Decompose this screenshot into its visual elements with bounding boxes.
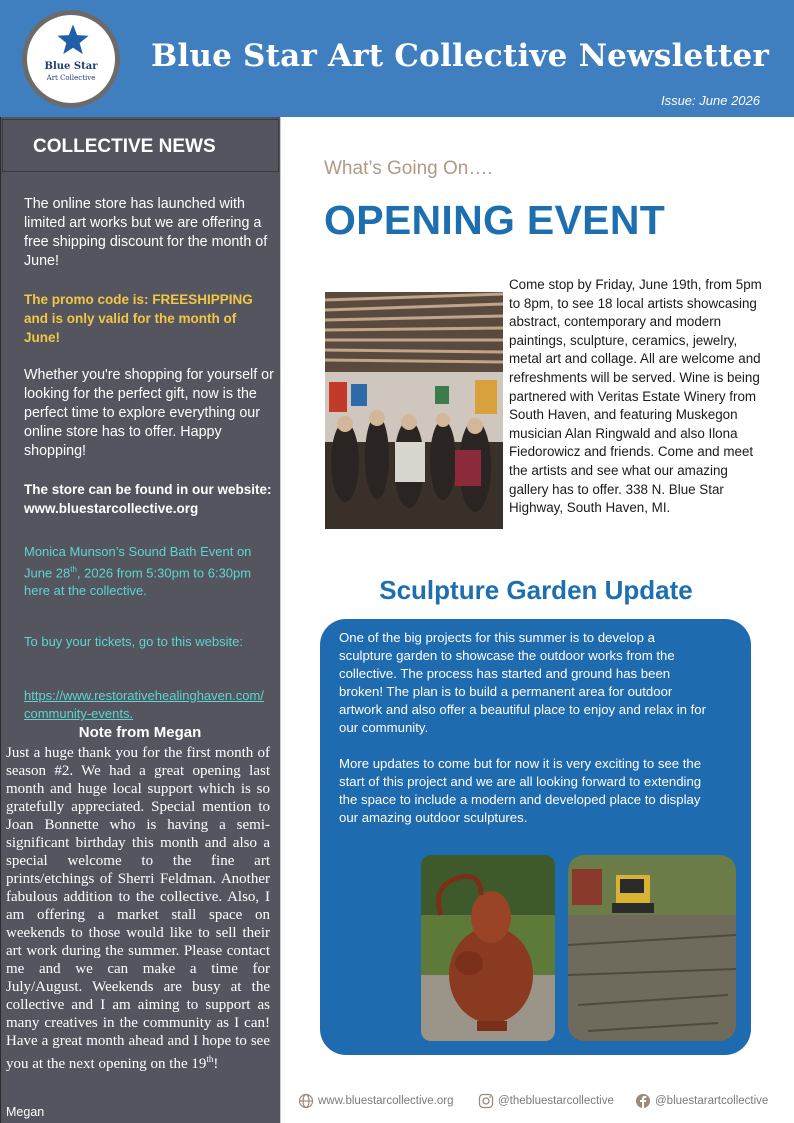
sound-bath-sup: th xyxy=(70,565,77,574)
note-text: Just a huge thank you for the first month of season #2. We had a great opening last month and huge local support which is so gratefully appreciated. Special mention to Joan Bonnette who is having a semi-significant birthday this month and also a special welcome to the fine art prints/etchings of Sherri Feldman. Another fabulous addition to the collective. Also, I am offering a market stall space on weekends to those would like to sell their art work during the summer. Please contact me and we can make a time for July/August. Weekends are busy at the collective and I am aiming to support as many creatives in the community as I can! Have a great month ahead and I hope to see you at the next opening on the 19 xyxy=(6,745,270,1072)
instagram-icon xyxy=(478,1093,494,1109)
logo xyxy=(22,10,120,108)
sound-bath-line-end: , 2026 from 5:30pm to 6:30pm here at the collective. xyxy=(24,565,252,599)
sidebar-title-box xyxy=(2,119,279,172)
store-label: The store can be found in our website: xyxy=(24,482,272,497)
note-body xyxy=(6,744,270,1073)
footer-website[interactable]: www.bluestarcollective.org xyxy=(318,1095,454,1107)
event-photo xyxy=(325,292,503,529)
issue-date: Issue: June 2026 xyxy=(660,93,760,108)
note-sup: th xyxy=(206,1054,214,1064)
main-content xyxy=(280,117,794,1123)
section-kicker: What’s Going On…. xyxy=(324,158,493,179)
sidebar-title: COLLECTIVE NEWS xyxy=(33,136,216,157)
logo-text-sub: Art Collective xyxy=(46,74,96,82)
footer xyxy=(298,1093,788,1115)
store-location-text xyxy=(24,480,274,518)
sculpture-photo xyxy=(421,855,555,1041)
star-icon xyxy=(56,23,90,57)
note-end: ! xyxy=(213,1056,219,1072)
logo-text-main: Blue Star xyxy=(44,61,98,72)
ticket-link[interactable]: https://www.restorativehealinghaven.com/community-events. xyxy=(24,688,264,721)
newsletter-title: Blue Star Art Collective Newsletter xyxy=(151,38,769,74)
footer-facebook[interactable]: @bluestarartcollective xyxy=(655,1095,769,1107)
garden-paragraph-1: One of the big projects for this summer is to develop a sculpture garden to showcase the outdoor works from the collective. The process has started and ground has been broken! The plan is to build a permanent area for outdoor artwork and also offer a beautiful place to enjoy and relax in for our community. xyxy=(339,630,707,735)
note-title: Note from Megan xyxy=(78,724,202,741)
sound-bath-text xyxy=(24,543,269,600)
newsletter-header xyxy=(0,0,794,117)
sidebar xyxy=(0,117,280,1123)
garden-paragraph-2: More updates to come but for now it is very exciting to see the start of this project and we are all looking forward to extending the space to include a modern and developed place to display our amazing outdoor sculptures. xyxy=(339,756,702,825)
shopping-text: Whether you're shopping for yourself or looking for the perfect gift, now is the perfect time to explore everything our online store has to offer. Happy shopping! xyxy=(24,367,274,459)
event-description: Come stop by Friday, June 19th, from 5pm to 8pm, to see 18 local artists showcasing abstract, contemporary and modern paintings, sculpture, ceramics, jewelry, metal art and collage. All are welcome and refreshments will be served. Wine is being partnered with Veritas Estate Winery from South Haven, and featuring Muskegon musician Alan Ringwald and also Ilona Fiedorowicz and friends. Come and meet the artists and see what our amazing gallery has to offer. 338 N. Blue Star Highway, South Haven, MI. xyxy=(509,277,762,516)
construction-photo xyxy=(568,855,736,1041)
footer-instagram[interactable]: @thebluestarcollective xyxy=(498,1095,614,1107)
signature: Megan xyxy=(6,1105,45,1119)
facebook-icon xyxy=(635,1093,651,1109)
store-launch-text: The online store has launched with limited art works but we are offering a free shipping discount for the month of June! xyxy=(24,196,268,269)
event-heading: OPENING EVENT xyxy=(324,197,666,243)
globe-icon xyxy=(298,1093,314,1109)
promo-code-text: The promo code is: FREESHIPPING and is only valid for the month of June! xyxy=(24,292,253,345)
tickets-text: To buy your tickets, go to this website: xyxy=(24,634,243,649)
sound-bath-line: Monica Munson’s Sound Bath Event on June 28 xyxy=(24,544,252,581)
garden-heading: Sculpture Garden Update xyxy=(379,575,693,605)
garden-text xyxy=(339,629,707,827)
store-url-link[interactable]: www.bluestarcollective.org xyxy=(24,501,199,516)
garden-update-box xyxy=(320,619,751,1055)
